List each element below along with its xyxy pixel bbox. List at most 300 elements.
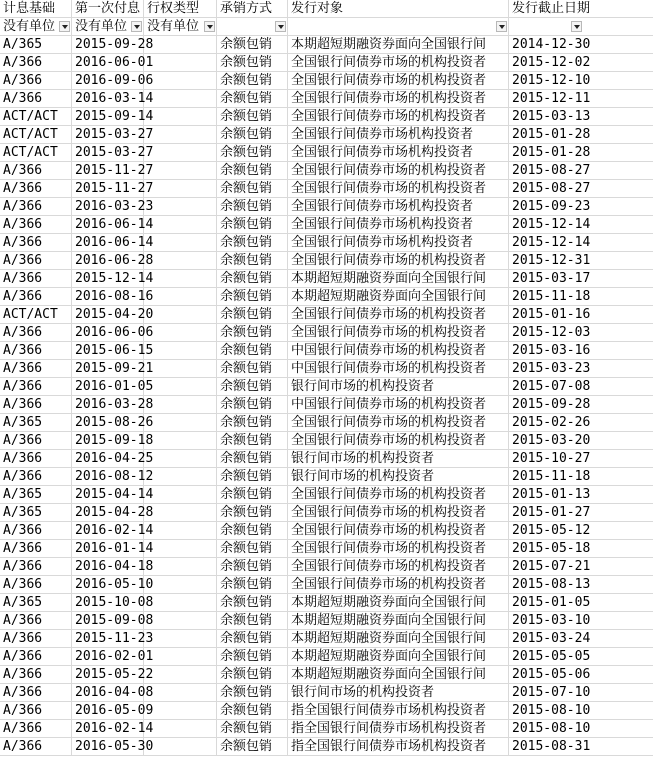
header-underwriting-method[interactable]: 承销方式 xyxy=(217,0,288,18)
table-cell[interactable]: 2015-12-31 xyxy=(509,252,653,270)
table-cell[interactable] xyxy=(144,504,217,522)
table-cell[interactable]: 2016-03-23 xyxy=(72,198,144,216)
chevron-down-icon[interactable] xyxy=(275,21,286,32)
filter-cell[interactable] xyxy=(72,18,144,36)
table-cell[interactable]: 2016-02-14 xyxy=(72,522,144,540)
table-cell[interactable]: 2015-11-23 xyxy=(72,630,144,648)
table-cell[interactable]: 2015-08-10 xyxy=(509,702,653,720)
table-row xyxy=(0,738,653,756)
chevron-down-icon[interactable] xyxy=(204,21,215,32)
table-cell[interactable] xyxy=(144,198,217,216)
table-cell[interactable] xyxy=(144,270,217,288)
table-cell[interactable]: 全国银行间债券市场的机构投资者 xyxy=(288,90,509,108)
table-cell[interactable]: 2016-08-16 xyxy=(72,288,144,306)
table-row xyxy=(0,306,653,324)
header-interest-basis[interactable]: 计息基础 xyxy=(0,0,72,18)
table-cell[interactable]: 2015-03-20 xyxy=(509,432,653,450)
table-cell[interactable]: 2015-03-16 xyxy=(509,342,653,360)
table-cell[interactable]: A/366 xyxy=(0,342,72,360)
table-cell[interactable]: A/366 xyxy=(0,270,72,288)
table-cell[interactable]: 2016-06-01 xyxy=(72,54,144,72)
table-row xyxy=(0,36,653,54)
table-cell[interactable]: A/366 xyxy=(0,396,72,414)
table-cell[interactable] xyxy=(144,324,217,342)
table-cell[interactable]: A/366 xyxy=(0,576,72,594)
table-cell[interactable]: 全国银行间债券市场的机构投资者 xyxy=(288,108,509,126)
table-cell[interactable]: 全国银行间债券市场机构投资者 xyxy=(288,234,509,252)
table-cell[interactable] xyxy=(144,576,217,594)
table-cell[interactable]: 2015-11-18 xyxy=(509,468,653,486)
table-row xyxy=(0,198,653,216)
table-cell[interactable]: 余额包销 xyxy=(217,90,288,108)
table-cell[interactable]: 全国银行间债券市场的机构投资者 xyxy=(288,72,509,90)
table-cell[interactable]: 2015-03-27 xyxy=(72,144,144,162)
table-cell[interactable]: 2015-09-28 xyxy=(72,36,144,54)
table-cell[interactable]: 余额包销 xyxy=(217,180,288,198)
table-row xyxy=(0,486,653,504)
table-cell[interactable]: A/366 xyxy=(0,90,72,108)
table-cell[interactable]: 2015-11-27 xyxy=(72,162,144,180)
table-row xyxy=(0,666,653,684)
table-cell[interactable]: A/366 xyxy=(0,684,72,702)
table-cell[interactable] xyxy=(144,252,217,270)
table-cell[interactable]: 余额包销 xyxy=(217,432,288,450)
table-cell[interactable]: 2015-07-10 xyxy=(509,684,653,702)
chevron-down-icon[interactable] xyxy=(131,21,142,32)
table-cell[interactable]: 余额包销 xyxy=(217,360,288,378)
table-cell[interactable]: 本期超短期融资券面向全国银行间 xyxy=(288,630,509,648)
table-cell[interactable]: 2015-03-17 xyxy=(509,270,653,288)
table-cell[interactable]: 本期超短期融资券面向全国银行间 xyxy=(288,288,509,306)
table-cell[interactable]: 2016-05-09 xyxy=(72,702,144,720)
table-cell[interactable]: 余额包销 xyxy=(217,558,288,576)
table-cell[interactable]: 2015-03-23 xyxy=(509,360,653,378)
table-cell[interactable]: 银行间市场的机构投资者 xyxy=(288,468,509,486)
table-cell[interactable]: 2015-03-10 xyxy=(509,612,653,630)
table-row xyxy=(0,108,653,126)
table-row xyxy=(0,594,653,612)
table-cell[interactable]: 2015-01-27 xyxy=(509,504,653,522)
table-cell[interactable]: A/365 xyxy=(0,36,72,54)
table-row xyxy=(0,252,653,270)
table-cell[interactable]: 余额包销 xyxy=(217,720,288,738)
table-cell[interactable]: ACT/ACT xyxy=(0,108,72,126)
table-cell[interactable] xyxy=(144,720,217,738)
chevron-down-icon[interactable] xyxy=(59,21,70,32)
table-cell[interactable]: 2015-08-27 xyxy=(509,180,653,198)
table-cell[interactable] xyxy=(144,612,217,630)
table-cell[interactable]: 全国银行间债券市场机构投资者 xyxy=(288,198,509,216)
table-cell[interactable]: 2015-08-31 xyxy=(509,738,653,756)
table-cell[interactable] xyxy=(144,288,217,306)
table-cell[interactable]: 2016-02-14 xyxy=(72,720,144,738)
table-cell[interactable]: 2016-03-28 xyxy=(72,396,144,414)
table-cell[interactable]: 余额包销 xyxy=(217,252,288,270)
table-cell[interactable]: 中国银行间债券市场的机构投资者 xyxy=(288,360,509,378)
table-cell[interactable]: 余额包销 xyxy=(217,126,288,144)
table-cell[interactable]: ACT/ACT xyxy=(0,144,72,162)
table-cell[interactable]: 本期超短期融资券面向全国银行间 xyxy=(288,648,509,666)
table-cell[interactable]: 余额包销 xyxy=(217,630,288,648)
table-cell[interactable]: 2016-04-08 xyxy=(72,684,144,702)
table-cell[interactable]: 2015-12-14 xyxy=(509,234,653,252)
table-cell[interactable]: 本期超短期融资券面向全国银行间 xyxy=(288,612,509,630)
table-row xyxy=(0,414,653,432)
chevron-down-icon[interactable] xyxy=(571,21,582,32)
table-cell[interactable]: 2015-01-28 xyxy=(509,144,653,162)
table-cell[interactable]: 2016-06-14 xyxy=(72,234,144,252)
table-cell[interactable]: 全国银行间债券市场的机构投资者 xyxy=(288,306,509,324)
table-cell[interactable]: 余额包销 xyxy=(217,594,288,612)
table-cell[interactable]: 2016-02-01 xyxy=(72,648,144,666)
table-cell[interactable]: 全国银行间债券市场的机构投资者 xyxy=(288,252,509,270)
table-cell[interactable]: 全国银行间债券市场的机构投资者 xyxy=(288,54,509,72)
table-cell[interactable]: 2015-03-13 xyxy=(509,108,653,126)
table-cell[interactable]: 2015-05-06 xyxy=(509,666,653,684)
table-row xyxy=(0,360,653,378)
table-row xyxy=(0,378,653,396)
table-cell[interactable]: 余额包销 xyxy=(217,486,288,504)
table-cell[interactable]: A/365 xyxy=(0,504,72,522)
table-cell[interactable]: 2016-04-18 xyxy=(72,558,144,576)
table-cell[interactable] xyxy=(144,234,217,252)
table-cell[interactable] xyxy=(144,342,217,360)
table-cell[interactable]: 2015-12-02 xyxy=(509,54,653,72)
table-cell[interactable]: A/366 xyxy=(0,54,72,72)
table-cell[interactable]: 指全国银行间债券市场机构投资者 xyxy=(288,702,509,720)
table-cell[interactable]: 2016-01-05 xyxy=(72,378,144,396)
table-cell[interactable]: 余额包销 xyxy=(217,342,288,360)
table-row xyxy=(0,54,653,72)
table-cell[interactable] xyxy=(144,648,217,666)
filter-row xyxy=(0,18,653,36)
table-cell[interactable]: ACT/ACT xyxy=(0,306,72,324)
table-cell[interactable]: 全国银行间债券市场机构投资者 xyxy=(288,216,509,234)
table-cell[interactable]: 余额包销 xyxy=(217,396,288,414)
header-first-payment[interactable]: 第一次付息 xyxy=(72,0,144,18)
table-row xyxy=(0,612,653,630)
table-cell[interactable] xyxy=(144,396,217,414)
table-cell[interactable]: 2015-09-14 xyxy=(72,108,144,126)
table-cell[interactable]: 余额包销 xyxy=(217,234,288,252)
table-cell[interactable]: A/366 xyxy=(0,234,72,252)
table-cell[interactable]: 余额包销 xyxy=(217,108,288,126)
table-cell[interactable] xyxy=(144,378,217,396)
table-row xyxy=(0,630,653,648)
table-cell[interactable]: 余额包销 xyxy=(217,378,288,396)
table-cell[interactable]: 2015-09-08 xyxy=(72,612,144,630)
table-cell[interactable]: A/365 xyxy=(0,486,72,504)
table-cell[interactable]: A/366 xyxy=(0,216,72,234)
table-cell[interactable] xyxy=(144,414,217,432)
header-exercise-type[interactable]: 行权类型 xyxy=(144,0,217,18)
table-cell[interactable] xyxy=(144,126,217,144)
table-body xyxy=(0,36,653,756)
table-cell[interactable] xyxy=(144,144,217,162)
table-cell[interactable]: 2015-11-27 xyxy=(72,180,144,198)
table-cell[interactable]: 余额包销 xyxy=(217,54,288,72)
table-cell[interactable] xyxy=(144,72,217,90)
table-cell[interactable]: 余额包销 xyxy=(217,162,288,180)
table-cell[interactable]: 2014-12-30 xyxy=(509,36,653,54)
table-cell[interactable]: 2016-05-30 xyxy=(72,738,144,756)
table-row xyxy=(0,504,653,522)
table-cell[interactable]: 全国银行间债券市场的机构投资者 xyxy=(288,414,509,432)
table-cell[interactable]: 2015-05-22 xyxy=(72,666,144,684)
table-cell[interactable]: 2015-02-26 xyxy=(509,414,653,432)
filter-unit-label: 没有单位 xyxy=(3,19,56,34)
table-cell[interactable]: 2016-01-14 xyxy=(72,540,144,558)
table-cell[interactable]: 余额包销 xyxy=(217,612,288,630)
table-cell[interactable]: 2015-12-14 xyxy=(509,216,653,234)
table-cell[interactable]: A/366 xyxy=(0,522,72,540)
table-cell[interactable]: 本期超短期融资券面向全国银行间 xyxy=(288,36,509,54)
table-row xyxy=(0,288,653,306)
table-cell[interactable]: 2015-06-15 xyxy=(72,342,144,360)
table-cell[interactable]: 2015-08-13 xyxy=(509,576,653,594)
table-cell[interactable]: 2015-09-23 xyxy=(509,198,653,216)
table-cell[interactable]: 余额包销 xyxy=(217,738,288,756)
table-row xyxy=(0,162,653,180)
table-cell[interactable]: 余额包销 xyxy=(217,576,288,594)
table-cell[interactable]: 全国银行间债券市场的机构投资者 xyxy=(288,558,509,576)
table-cell[interactable]: 全国银行间债券市场的机构投资者 xyxy=(288,576,509,594)
table-cell[interactable] xyxy=(144,108,217,126)
filter-cell[interactable] xyxy=(0,18,72,36)
table-cell[interactable]: 2015-08-26 xyxy=(72,414,144,432)
table-cell[interactable]: 余额包销 xyxy=(217,414,288,432)
table-cell[interactable]: 余额包销 xyxy=(217,684,288,702)
table-cell[interactable]: A/366 xyxy=(0,648,72,666)
table-cell[interactable] xyxy=(144,468,217,486)
table-cell[interactable]: 余额包销 xyxy=(217,324,288,342)
table-cell[interactable]: A/366 xyxy=(0,198,72,216)
table-cell[interactable]: 2016-05-10 xyxy=(72,576,144,594)
table-cell[interactable] xyxy=(144,522,217,540)
table-row xyxy=(0,720,653,738)
chevron-down-icon[interactable] xyxy=(496,21,507,32)
table-cell[interactable]: 余额包销 xyxy=(217,522,288,540)
table-cell[interactable] xyxy=(144,36,217,54)
table-cell[interactable]: 余额包销 xyxy=(217,216,288,234)
table-cell[interactable]: 余额包销 xyxy=(217,306,288,324)
table-cell[interactable]: 银行间市场的机构投资者 xyxy=(288,684,509,702)
table-cell[interactable]: 余额包销 xyxy=(217,144,288,162)
table-row xyxy=(0,72,653,90)
table-row xyxy=(0,342,653,360)
table-cell[interactable]: 余额包销 xyxy=(217,198,288,216)
filter-unit-label: 没有单位 xyxy=(147,19,200,34)
table-cell[interactable]: A/366 xyxy=(0,612,72,630)
table-cell[interactable]: A/366 xyxy=(0,252,72,270)
table-cell[interactable]: A/366 xyxy=(0,468,72,486)
table-cell[interactable]: 全国银行间债券市场的机构投资者 xyxy=(288,486,509,504)
table-cell[interactable] xyxy=(144,558,217,576)
table-cell[interactable] xyxy=(144,738,217,756)
table-cell[interactable] xyxy=(144,216,217,234)
table-cell[interactable] xyxy=(144,702,217,720)
table-cell[interactable] xyxy=(144,360,217,378)
table-cell[interactable]: 余额包销 xyxy=(217,72,288,90)
table-cell[interactable]: 2015-04-28 xyxy=(72,504,144,522)
table-cell[interactable]: 2016-06-14 xyxy=(72,216,144,234)
table-cell[interactable]: 2015-10-27 xyxy=(509,450,653,468)
table-cell[interactable]: 本期超短期融资券面向全国银行间 xyxy=(288,666,509,684)
table-cell[interactable]: 余额包销 xyxy=(217,36,288,54)
table-cell[interactable]: 余额包销 xyxy=(217,504,288,522)
table-row xyxy=(0,432,653,450)
table-row xyxy=(0,450,653,468)
table-cell[interactable]: 2016-04-25 xyxy=(72,450,144,468)
table-cell[interactable]: 2015-01-16 xyxy=(509,306,653,324)
table-cell[interactable]: 2015-05-12 xyxy=(509,522,653,540)
table-cell[interactable]: A/365 xyxy=(0,414,72,432)
table-cell[interactable]: A/366 xyxy=(0,72,72,90)
table-cell[interactable]: 2015-01-13 xyxy=(509,486,653,504)
table-cell[interactable]: 中国银行间债券市场的机构投资者 xyxy=(288,396,509,414)
table-cell[interactable]: 指全国银行间债券市场机构投资者 xyxy=(288,738,509,756)
table-cell[interactable]: A/366 xyxy=(0,288,72,306)
table-cell[interactable]: 余额包销 xyxy=(217,288,288,306)
table-cell[interactable] xyxy=(144,162,217,180)
table-cell[interactable]: 2016-06-06 xyxy=(72,324,144,342)
table-cell[interactable]: 2016-06-28 xyxy=(72,252,144,270)
table-cell[interactable]: 2015-08-27 xyxy=(509,162,653,180)
table-cell[interactable] xyxy=(144,90,217,108)
table-row xyxy=(0,702,653,720)
table-cell[interactable]: 2015-10-08 xyxy=(72,594,144,612)
table-cell[interactable]: 2015-01-28 xyxy=(509,126,653,144)
table-row xyxy=(0,522,653,540)
table-cell[interactable] xyxy=(144,432,217,450)
table-cell[interactable] xyxy=(144,306,217,324)
table-cell[interactable]: 2015-04-14 xyxy=(72,486,144,504)
table-cell[interactable]: A/366 xyxy=(0,738,72,756)
table-cell[interactable]: A/366 xyxy=(0,432,72,450)
table-cell[interactable]: A/366 xyxy=(0,720,72,738)
table-cell[interactable] xyxy=(144,180,217,198)
table-cell[interactable]: 2015-09-18 xyxy=(72,432,144,450)
table-cell[interactable]: 全国银行间债券市场的机构投资者 xyxy=(288,162,509,180)
table-cell[interactable] xyxy=(144,450,217,468)
table-cell[interactable]: A/366 xyxy=(0,162,72,180)
header-row xyxy=(0,0,653,18)
table-cell[interactable]: 全国银行间债券市场的机构投资者 xyxy=(288,324,509,342)
table-cell[interactable]: 2015-12-11 xyxy=(509,90,653,108)
table-cell[interactable]: 本期超短期融资券面向全国银行间 xyxy=(288,270,509,288)
table-cell[interactable]: 2015-07-21 xyxy=(509,558,653,576)
table-cell[interactable]: 2015-12-10 xyxy=(509,72,653,90)
table-cell[interactable] xyxy=(144,486,217,504)
table-cell[interactable]: 2016-09-06 xyxy=(72,72,144,90)
table-cell[interactable]: 2016-03-14 xyxy=(72,90,144,108)
table-cell[interactable]: A/366 xyxy=(0,450,72,468)
table-cell[interactable]: A/366 xyxy=(0,666,72,684)
table-cell[interactable]: 本期超短期融资券面向全国银行间 xyxy=(288,594,509,612)
table-cell[interactable]: A/366 xyxy=(0,630,72,648)
filter-cell[interactable] xyxy=(288,18,509,36)
table-cell[interactable]: 2015-11-18 xyxy=(509,288,653,306)
table-cell[interactable]: 余额包销 xyxy=(217,468,288,486)
table-cell[interactable]: 余额包销 xyxy=(217,648,288,666)
table-cell[interactable]: 全国银行间债券市场的机构投资者 xyxy=(288,504,509,522)
table-cell[interactable] xyxy=(144,630,217,648)
header-issue-target[interactable]: 发行对象 xyxy=(288,0,509,18)
table-cell[interactable]: 全国银行间债券市场机构投资者 xyxy=(288,126,509,144)
table-cell[interactable] xyxy=(144,540,217,558)
table-row xyxy=(0,234,653,252)
table-cell[interactable] xyxy=(144,684,217,702)
table-cell[interactable]: 2015-01-05 xyxy=(509,594,653,612)
table-cell[interactable]: A/366 xyxy=(0,360,72,378)
table-row xyxy=(0,180,653,198)
table-cell[interactable]: 2015-05-18 xyxy=(509,540,653,558)
table-cell[interactable]: 余额包销 xyxy=(217,540,288,558)
table-cell[interactable]: A/366 xyxy=(0,378,72,396)
table-cell[interactable]: 余额包销 xyxy=(217,702,288,720)
table-cell[interactable]: ACT/ACT xyxy=(0,126,72,144)
table-cell[interactable]: 2015-03-24 xyxy=(509,630,653,648)
table-cell[interactable]: 中国银行间债券市场的机构投资者 xyxy=(288,342,509,360)
table-cell[interactable]: 余额包销 xyxy=(217,666,288,684)
table-cell[interactable] xyxy=(144,54,217,72)
table-row xyxy=(0,126,653,144)
table-cell[interactable]: A/366 xyxy=(0,180,72,198)
table-cell[interactable]: 余额包销 xyxy=(217,450,288,468)
filter-cell[interactable] xyxy=(144,18,217,36)
table-row xyxy=(0,648,653,666)
table-cell[interactable]: 全国银行间债券市场的机构投资者 xyxy=(288,540,509,558)
table-cell[interactable] xyxy=(144,594,217,612)
table-cell[interactable]: 指全国银行间债券市场机构投资者 xyxy=(288,720,509,738)
table-row xyxy=(0,270,653,288)
table-cell[interactable]: 银行间市场的机构投资者 xyxy=(288,450,509,468)
table-cell[interactable]: A/366 xyxy=(0,702,72,720)
table-row xyxy=(0,396,653,414)
table-cell[interactable] xyxy=(144,666,217,684)
table-cell[interactable]: 银行间市场的机构投资者 xyxy=(288,378,509,396)
table-cell[interactable]: 2015-09-28 xyxy=(509,396,653,414)
table-cell[interactable]: A/366 xyxy=(0,540,72,558)
header-issue-end-date[interactable]: 发行截止日期 xyxy=(509,0,653,18)
table-cell[interactable]: A/366 xyxy=(0,558,72,576)
table-cell[interactable]: 2015-04-20 xyxy=(72,306,144,324)
table-cell[interactable]: 2015-07-08 xyxy=(509,378,653,396)
table-cell[interactable]: A/365 xyxy=(0,594,72,612)
table-cell[interactable]: 余额包销 xyxy=(217,270,288,288)
table-cell[interactable]: 2015-08-10 xyxy=(509,720,653,738)
table-row xyxy=(0,684,653,702)
table-cell[interactable]: 全国银行间债券市场的机构投资者 xyxy=(288,432,509,450)
filter-cell[interactable] xyxy=(217,18,288,36)
filter-unit-label: 没有单位 xyxy=(75,19,128,34)
table-cell[interactable]: 全国银行间债券市场机构投资者 xyxy=(288,144,509,162)
table-cell[interactable]: 2015-12-03 xyxy=(509,324,653,342)
table-cell[interactable]: 全国银行间债券市场的机构投资者 xyxy=(288,180,509,198)
table-cell[interactable]: 2015-09-21 xyxy=(72,360,144,378)
table-cell[interactable]: 2015-03-27 xyxy=(72,126,144,144)
table-row xyxy=(0,90,653,108)
table-cell[interactable]: 2016-08-12 xyxy=(72,468,144,486)
table-row xyxy=(0,468,653,486)
table-row xyxy=(0,576,653,594)
table-cell[interactable]: 2015-05-05 xyxy=(509,648,653,666)
table-cell[interactable]: 2015-12-14 xyxy=(72,270,144,288)
table-cell[interactable]: 全国银行间债券市场的机构投资者 xyxy=(288,522,509,540)
filter-cell[interactable] xyxy=(509,18,653,36)
table-row xyxy=(0,324,653,342)
table-cell[interactable]: A/366 xyxy=(0,324,72,342)
